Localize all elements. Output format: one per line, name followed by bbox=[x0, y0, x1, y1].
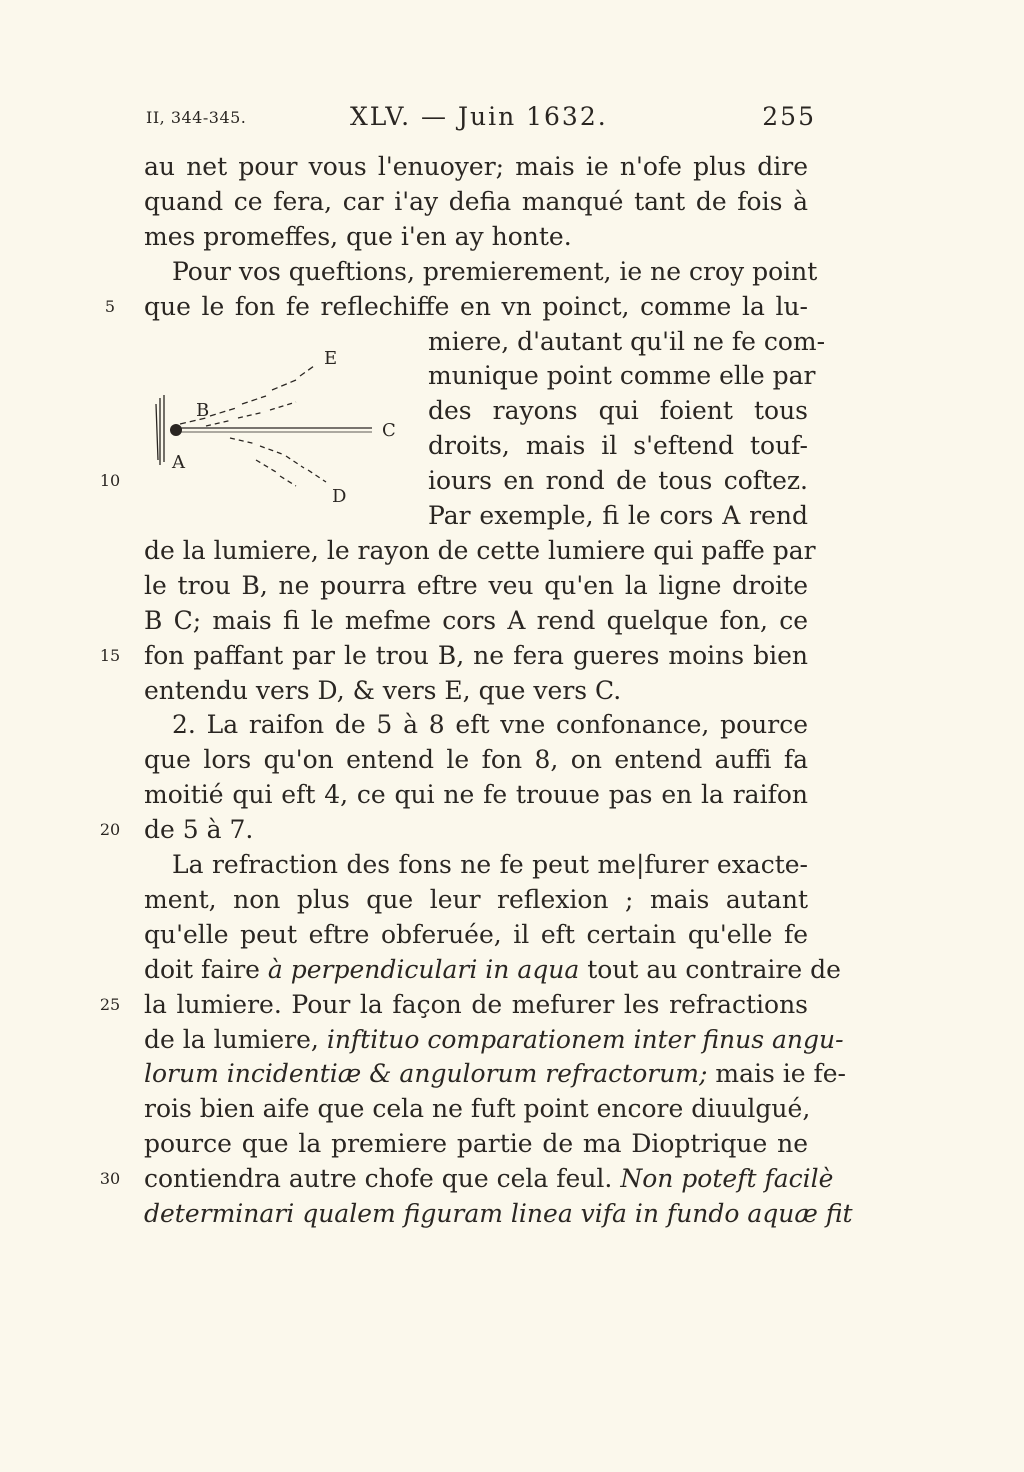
sound-diffusion-diagram bbox=[146, 340, 416, 510]
text-line bbox=[144, 883, 808, 917]
text-span: contiendra autre chofe que cela feul. bbox=[144, 1164, 621, 1194]
text-span: la lumiere. Pour la façon de mefurer les refractions bbox=[144, 989, 808, 1019]
text-span: munique point comme elle par bbox=[428, 361, 816, 391]
sound-source bbox=[170, 424, 182, 436]
text-line bbox=[144, 185, 808, 219]
text-span: rois bien aife que cela ne fuft point encore diuulgué, bbox=[144, 1094, 811, 1124]
text-span: Par exemple, fi le cors A rend bbox=[428, 501, 808, 530]
text-span: que le fon fe reflechiffe en vn poinct, comme la lu- bbox=[144, 291, 808, 321]
text-span: Pour vos queftions, premierement, ie ne croy point bbox=[172, 256, 818, 286]
label-b: B bbox=[196, 400, 210, 421]
italic-latin-text: lorum incidentiæ & angulorum refractorum; bbox=[144, 1059, 708, 1089]
text-span: droits, mais il s'eftend touf- bbox=[428, 431, 808, 461]
text-line bbox=[428, 359, 816, 393]
text-span: 2. La raifon de 5 à 8 eft vne confonance, pource bbox=[172, 710, 808, 740]
text-span: au net pour vous l'enuoyer; mais ie n'ofe plus dire bbox=[144, 152, 808, 181]
text-span: de la lumiere, bbox=[144, 1024, 327, 1054]
line-number: 25 bbox=[99, 994, 121, 1014]
rays-toward-d bbox=[230, 438, 326, 482]
text-line bbox=[144, 604, 808, 638]
text-span: le trou B, ne pourra eftre veu qu'en la ligne droite bbox=[144, 570, 808, 600]
running-header bbox=[0, 100, 1024, 140]
text-span: iours en rond de tous coftez. bbox=[428, 466, 808, 496]
text-span: mes promeffes, que i'en ay honte. bbox=[144, 221, 572, 251]
text-span: de 5 à 7. bbox=[144, 815, 254, 845]
text-span: miere, d'autant qu'il ne fe com- bbox=[428, 326, 826, 356]
line-number: 30 bbox=[99, 1169, 121, 1189]
text-span: tout au contraire de bbox=[579, 954, 841, 984]
text-line bbox=[144, 569, 808, 603]
text-line bbox=[428, 394, 808, 428]
label-d: D bbox=[332, 486, 347, 507]
text-line bbox=[144, 1057, 846, 1091]
text-line bbox=[144, 674, 808, 708]
text-span: des rayons qui foient tous bbox=[428, 396, 808, 426]
text-line bbox=[144, 918, 808, 952]
rays-upper bbox=[206, 402, 296, 426]
text-line bbox=[144, 220, 808, 254]
rays-lower bbox=[256, 460, 296, 486]
italic-latin-text: Non poteft facilè bbox=[620, 1164, 834, 1194]
text-span: que lors qu'on entend le fon 8, on entend auffi fa bbox=[144, 745, 808, 775]
text-line bbox=[144, 290, 808, 324]
line-number: 5 bbox=[104, 296, 116, 316]
text-line bbox=[144, 813, 808, 847]
text-line bbox=[144, 778, 808, 812]
text-line bbox=[144, 534, 816, 568]
text-line bbox=[172, 708, 808, 742]
italic-latin-text: inftituo comparationem inter finus angu- bbox=[326, 1024, 844, 1054]
label-c: C bbox=[382, 420, 396, 441]
text-line bbox=[428, 464, 808, 498]
text-line bbox=[172, 255, 818, 289]
italic-latin-text: determinari qualem figuram linea vifa in fundo aquæ fit bbox=[144, 1199, 853, 1228]
letter-title: XLV. — Juin 1632. bbox=[350, 102, 608, 131]
text-line bbox=[428, 325, 826, 359]
text-span: B C; mais fi le mefme cors A rend quelque fon, ce bbox=[144, 605, 808, 635]
text-line bbox=[144, 988, 808, 1022]
text-span: quand ce fera, car i'ay defia manqué tant de fois à bbox=[144, 186, 808, 216]
text-line bbox=[144, 1197, 853, 1231]
text-span: de la lumiere, le rayon de cette lumiere qui paffe par bbox=[144, 535, 816, 565]
text-line bbox=[172, 848, 808, 882]
text-line bbox=[144, 1023, 844, 1057]
text-line bbox=[144, 150, 808, 184]
page-number: 255 bbox=[762, 102, 816, 131]
text-span: entendu vers D, & vers E, que vers C. bbox=[144, 675, 622, 705]
text-line bbox=[144, 639, 808, 673]
text-span: ment, non plus que leur reflexion ; mais autant bbox=[144, 884, 808, 914]
text-span: doit faire bbox=[144, 954, 268, 984]
text-line bbox=[144, 953, 841, 987]
italic-latin-text: à perpendiculari in aqua bbox=[267, 954, 580, 984]
text-span: qu'elle peut eftre obferuée, il eft certain qu'elle fe bbox=[144, 919, 808, 949]
text-line bbox=[144, 1092, 811, 1126]
text-line bbox=[144, 1127, 808, 1161]
text-span: mais ie fe- bbox=[707, 1059, 846, 1089]
label-a: A bbox=[172, 452, 185, 473]
text-span: La refraction des fons ne fe peut me|furer exacte- bbox=[172, 850, 808, 879]
line-number: 10 bbox=[99, 471, 121, 491]
text-line bbox=[428, 429, 808, 463]
line-number: 20 bbox=[99, 820, 121, 840]
text-line bbox=[144, 1162, 834, 1196]
text-span: moitié qui eft 4, ce qui ne fe trouue pas en la raifon bbox=[144, 780, 808, 810]
label-e: E bbox=[324, 348, 338, 369]
text-line bbox=[144, 743, 808, 777]
text-span: pource que la premiere partie de ma Dioptrique ne bbox=[144, 1129, 808, 1159]
body-a-hatching bbox=[156, 395, 164, 465]
text-line bbox=[428, 499, 808, 533]
volume-page-reference: II, 344-345. bbox=[146, 108, 247, 127]
text-span: fon paffant par le trou B, ne fera gueres moins bien bbox=[144, 640, 808, 670]
line-number: 15 bbox=[99, 645, 121, 665]
